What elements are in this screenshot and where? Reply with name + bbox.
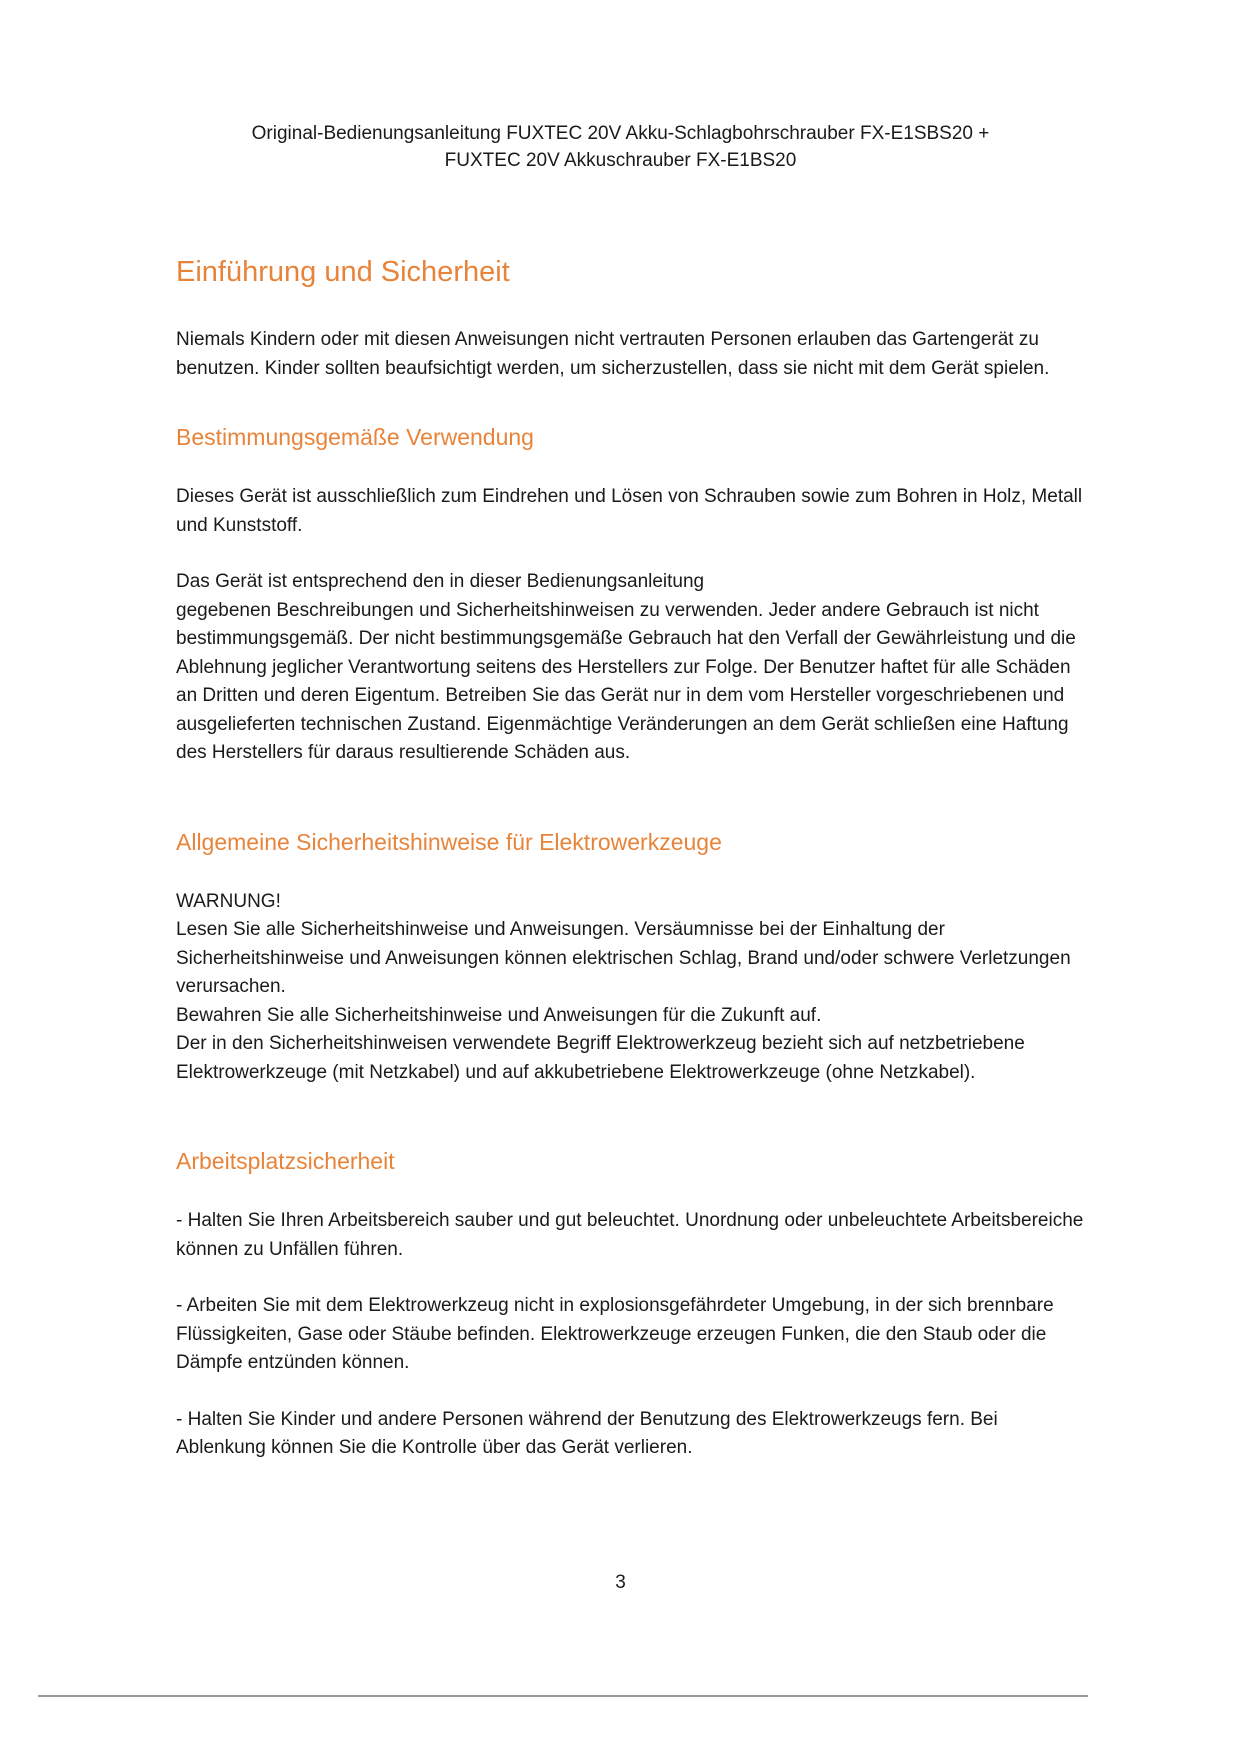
use-paragraph-2 bbox=[176, 568, 1086, 768]
use-paragraph-2-rest: gegebenen Beschreibungen und Sicherheitshinweisen zu verwenden. Jeder andere Gebrauch ist nicht bestimmungsgemäß. Der nicht bestimmungsgemäße Gebrauch hat den Verfall der Gewährleistung und die Ablehnung jeglicher Verantwortung seitens des Herstellers zur Folge. Der Benutzer haftet für alle Schäden an Dritten und deren Eigentum. Betreiben Sie das Gerät nur in dem vom Hersteller vorgeschriebenen und ausgelieferten technischen Zustand. Eigenmächtige Veränderungen an dem Gerät schließen eine Haftung des Herstellers für daraus resultierende Schäden aus. bbox=[176, 599, 1076, 763]
section-title-general: Allgemeine Sicherheitshinweise für Elektrowerkzeuge bbox=[176, 828, 722, 855]
header-line-2: FUXTEC 20V Akkuschrauber FX-E1BS20 bbox=[444, 150, 797, 171]
general-paragraph-3: Der in den Sicherheitshinweisen verwendete Begriff Elektrowerkzeug bezieht sich auf netzbetriebene Elektrowerkzeuge (mit Netzkabel) und auf akkubetriebene Elektrowerkzeuge (ohne Netzkabel). bbox=[176, 1033, 1025, 1083]
warning-label: WARNUNG! bbox=[176, 890, 281, 912]
intro-paragraph: Niemals Kindern oder mit diesen Anweisungen nicht vertrauten Personen erlauben das Gartengerät zu benutzen. Kinder sollten beaufsichtigt werden, um sicherzustellen, dass sie nicht mit dem Gerät spielen. bbox=[176, 329, 1050, 379]
document-header bbox=[0, 120, 1241, 174]
section-title-use: Bestimmungsgemäße Verwendung bbox=[176, 424, 534, 450]
workplace-item-1: - Halten Sie Ihren Arbeitsbereich sauber und gut beleuchtet. Unordnung oder unbeleuchtete Arbeitsbereiche können zu Unfällen führen. bbox=[176, 1210, 1084, 1260]
section-title-intro: Einführung und Sicherheit bbox=[176, 256, 510, 288]
workplace-item-3: - Halten Sie Kinder und andere Personen während der Benutzung des Elektrowerkzeugs fern. Bei Ablenkung können Sie die Kontrolle über das Gerät verlieren. bbox=[176, 1408, 998, 1458]
general-paragraph-1: Lesen Sie alle Sicherheitshinweise und Anweisungen. Versäumnisse bei der Einhaltung der Sicherheitshinweise und Anweisungen können elektrischen Schlag, Brand und/oder schwere Verletzungen verursachen. bbox=[176, 919, 1071, 997]
page-content bbox=[176, 252, 1086, 1463]
page-number: 3 bbox=[615, 1572, 626, 1593]
use-paragraph-1: Dieses Gerät ist ausschließlich zum Eindrehen und Lösen von Schrauben sowie zum Bohren in Holz, Metall und Kunststoff. bbox=[176, 486, 1083, 536]
general-paragraph-2: Bewahren Sie alle Sicherheitshinweise und Anweisungen für die Zukunft auf. bbox=[176, 1004, 822, 1026]
workplace-item-2: - Arbeiten Sie mit dem Elektrowerkzeug nicht in explosionsgefährdeter Umgebung, in der sich brennbare Flüssigkeiten, Gase oder Stäube befinden. Elektrowerkzeuge erzeugen Funken, die den Staub oder die Dämpfe entzünden können. bbox=[176, 1295, 1054, 1373]
header-line-1: Original-Bedienungsanleitung FUXTEC 20V Akku-Schlagbohrschrauber FX-E1SBS20 + bbox=[251, 123, 990, 144]
section-title-workplace: Arbeitsplatzsicherheit bbox=[176, 1148, 395, 1174]
footer-divider bbox=[38, 1695, 1088, 1697]
use-paragraph-2-line1: Das Gerät ist entsprechend den in dieser Bedienungsanleitung bbox=[176, 571, 705, 592]
